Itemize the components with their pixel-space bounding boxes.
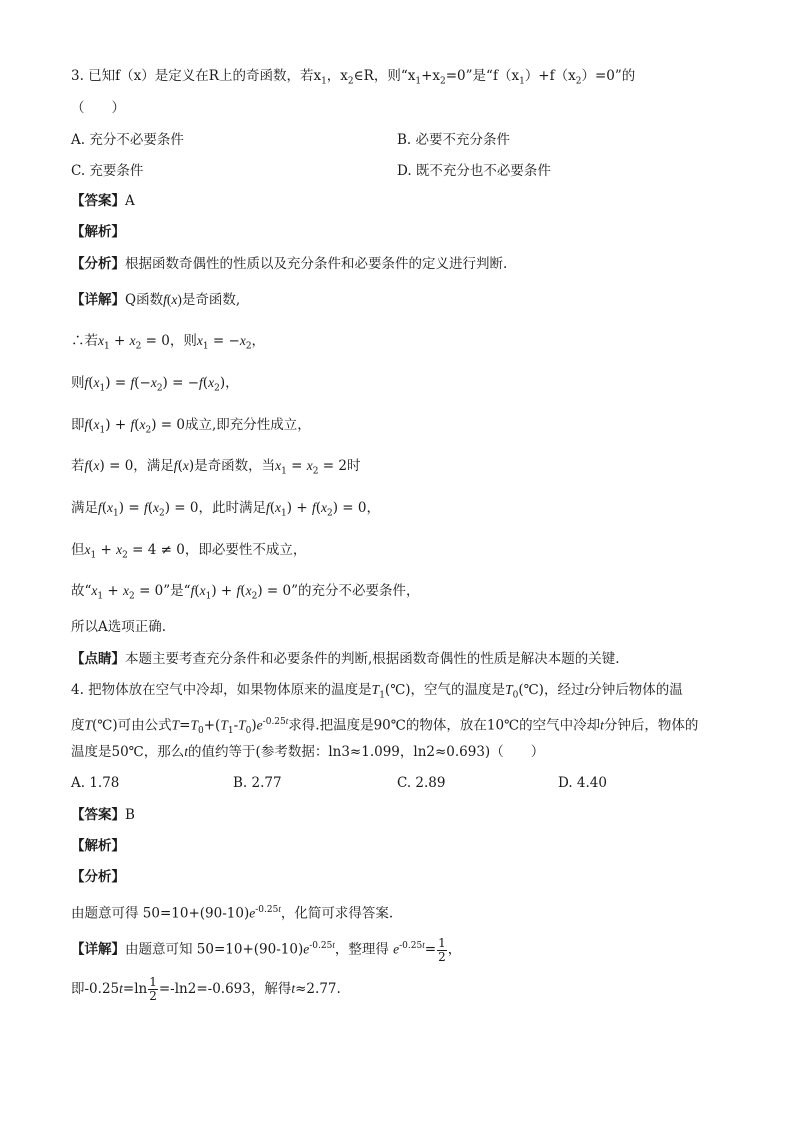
q4-option-a: A. 1.78 <box>71 775 120 791</box>
q3-answer: 【答案】A <box>71 193 135 209</box>
q4-option-d: D. 4.40 <box>558 775 607 791</box>
q3-option-a: A. 充分不必要条件 <box>71 132 184 148</box>
q3-detail-line6: 满足$f(x_1) = f(x_2) = 0$，此时满足$f(x_1) + f(x_2) = 0$， <box>71 500 380 519</box>
fraction-one-half: $\frac{1}{2}$ <box>438 935 446 964</box>
q4-stem-line3: 温度是50℃，那么t的值约等于(参考数据：ln3≈1.099，ln2≈0.693)（ ） <box>71 744 545 760</box>
q4-detail-line1: 【详解】由题意可知 $50=10+(90-10)e^{-0.25t}$，整理得 $e^{-0.25t}=$ $\frac{1}{2}$ ， <box>71 935 462 964</box>
q3-detail-line4: 即$f(x_1) + f(x_2) = 0$成立,即充分性成立， <box>71 417 311 436</box>
q4-detail-line2: 即-0.25t=ln $\frac{1}{2}$ =-ln2=-0.693，解得t≈2.77. <box>71 975 341 1003</box>
q4-fenxi: 由题意可得 $50=10+(90-10)e^{-0.25t}$，化简可求得答案. <box>71 904 394 922</box>
fraction-one-half: $\frac{1}{2}$ <box>149 975 157 1003</box>
q3-stem: 3. 已知f（x）是定义在R上的奇函数，若$x_1$，$x_2\in R$，则“$x_1+x_2=0$”是“$f(x_1)+f(x_2)=0$”的 <box>71 68 636 87</box>
q4-option-b: B. 2.77 <box>233 775 282 791</box>
q3-option-d: D. 既不充分也不必要条件 <box>397 163 551 179</box>
q3-detail-line8: 故“$x_1 + x_2 = 0$”是“$f(x_1) + f(x_2) = 0$”的充分不必要条件， <box>71 583 420 602</box>
q3-detail-line2: ∴若$x_1 + x_2 = 0$，则$x_1 = -x_2$， <box>71 333 266 352</box>
q4-answer: 【答案】B <box>71 807 135 823</box>
q3-analysis-tag: 【解析】 <box>71 224 125 240</box>
q4-fenxi-tag: 【分析】 <box>71 869 125 885</box>
q3-detail-line5: 若f(x) = 0，满足f(x)是奇函数，当$x_1 = x_2 = 2$时 <box>71 458 361 477</box>
q3-fenxi: 【分析】根据函数奇偶性的性质以及充分条件和必要条件的定义进行判断. <box>71 256 508 272</box>
q3-detail-line1: 【详解】Q函数f(x)是奇函数, <box>71 292 241 308</box>
q3-option-b: B. 必要不充分条件 <box>397 132 511 148</box>
q4-stem-line1: 4. 把物体放在空气中冷却，如果物体原来的温度是$T_1(℃)$，空气的温度是$T_0(℃)$，经过t分钟后物体的温 <box>71 682 683 701</box>
q4-analysis-tag: 【解析】 <box>71 838 125 854</box>
q3-paren: （ ） <box>71 100 125 116</box>
q3-detail-line7: 但$x_1 + x_2 = 4 \ne 0$，即必要性不成立， <box>71 542 307 561</box>
q3-comment: 【点睛】本题主要考查充分条件和必要条件的判断,根据函数奇偶性的性质是解决本题的关键. <box>71 651 620 667</box>
q4-option-c: C. 2.89 <box>397 775 446 791</box>
q3-detail-line3: 则$f(x_1) = f(-x_2) = -f(x_2)$， <box>71 375 239 394</box>
q4-stem-line2: 度T(℃)可由公式$T=T_0+(T_1-T_0)e^{-0.25t}$求得.把温度是90℃的物体，放在10℃的空气中冷却t分钟后，物体的 <box>71 716 699 737</box>
q3-detail-line9: 所以A选项正确. <box>71 619 167 635</box>
q3-option-c: C. 充要条件 <box>71 163 144 179</box>
